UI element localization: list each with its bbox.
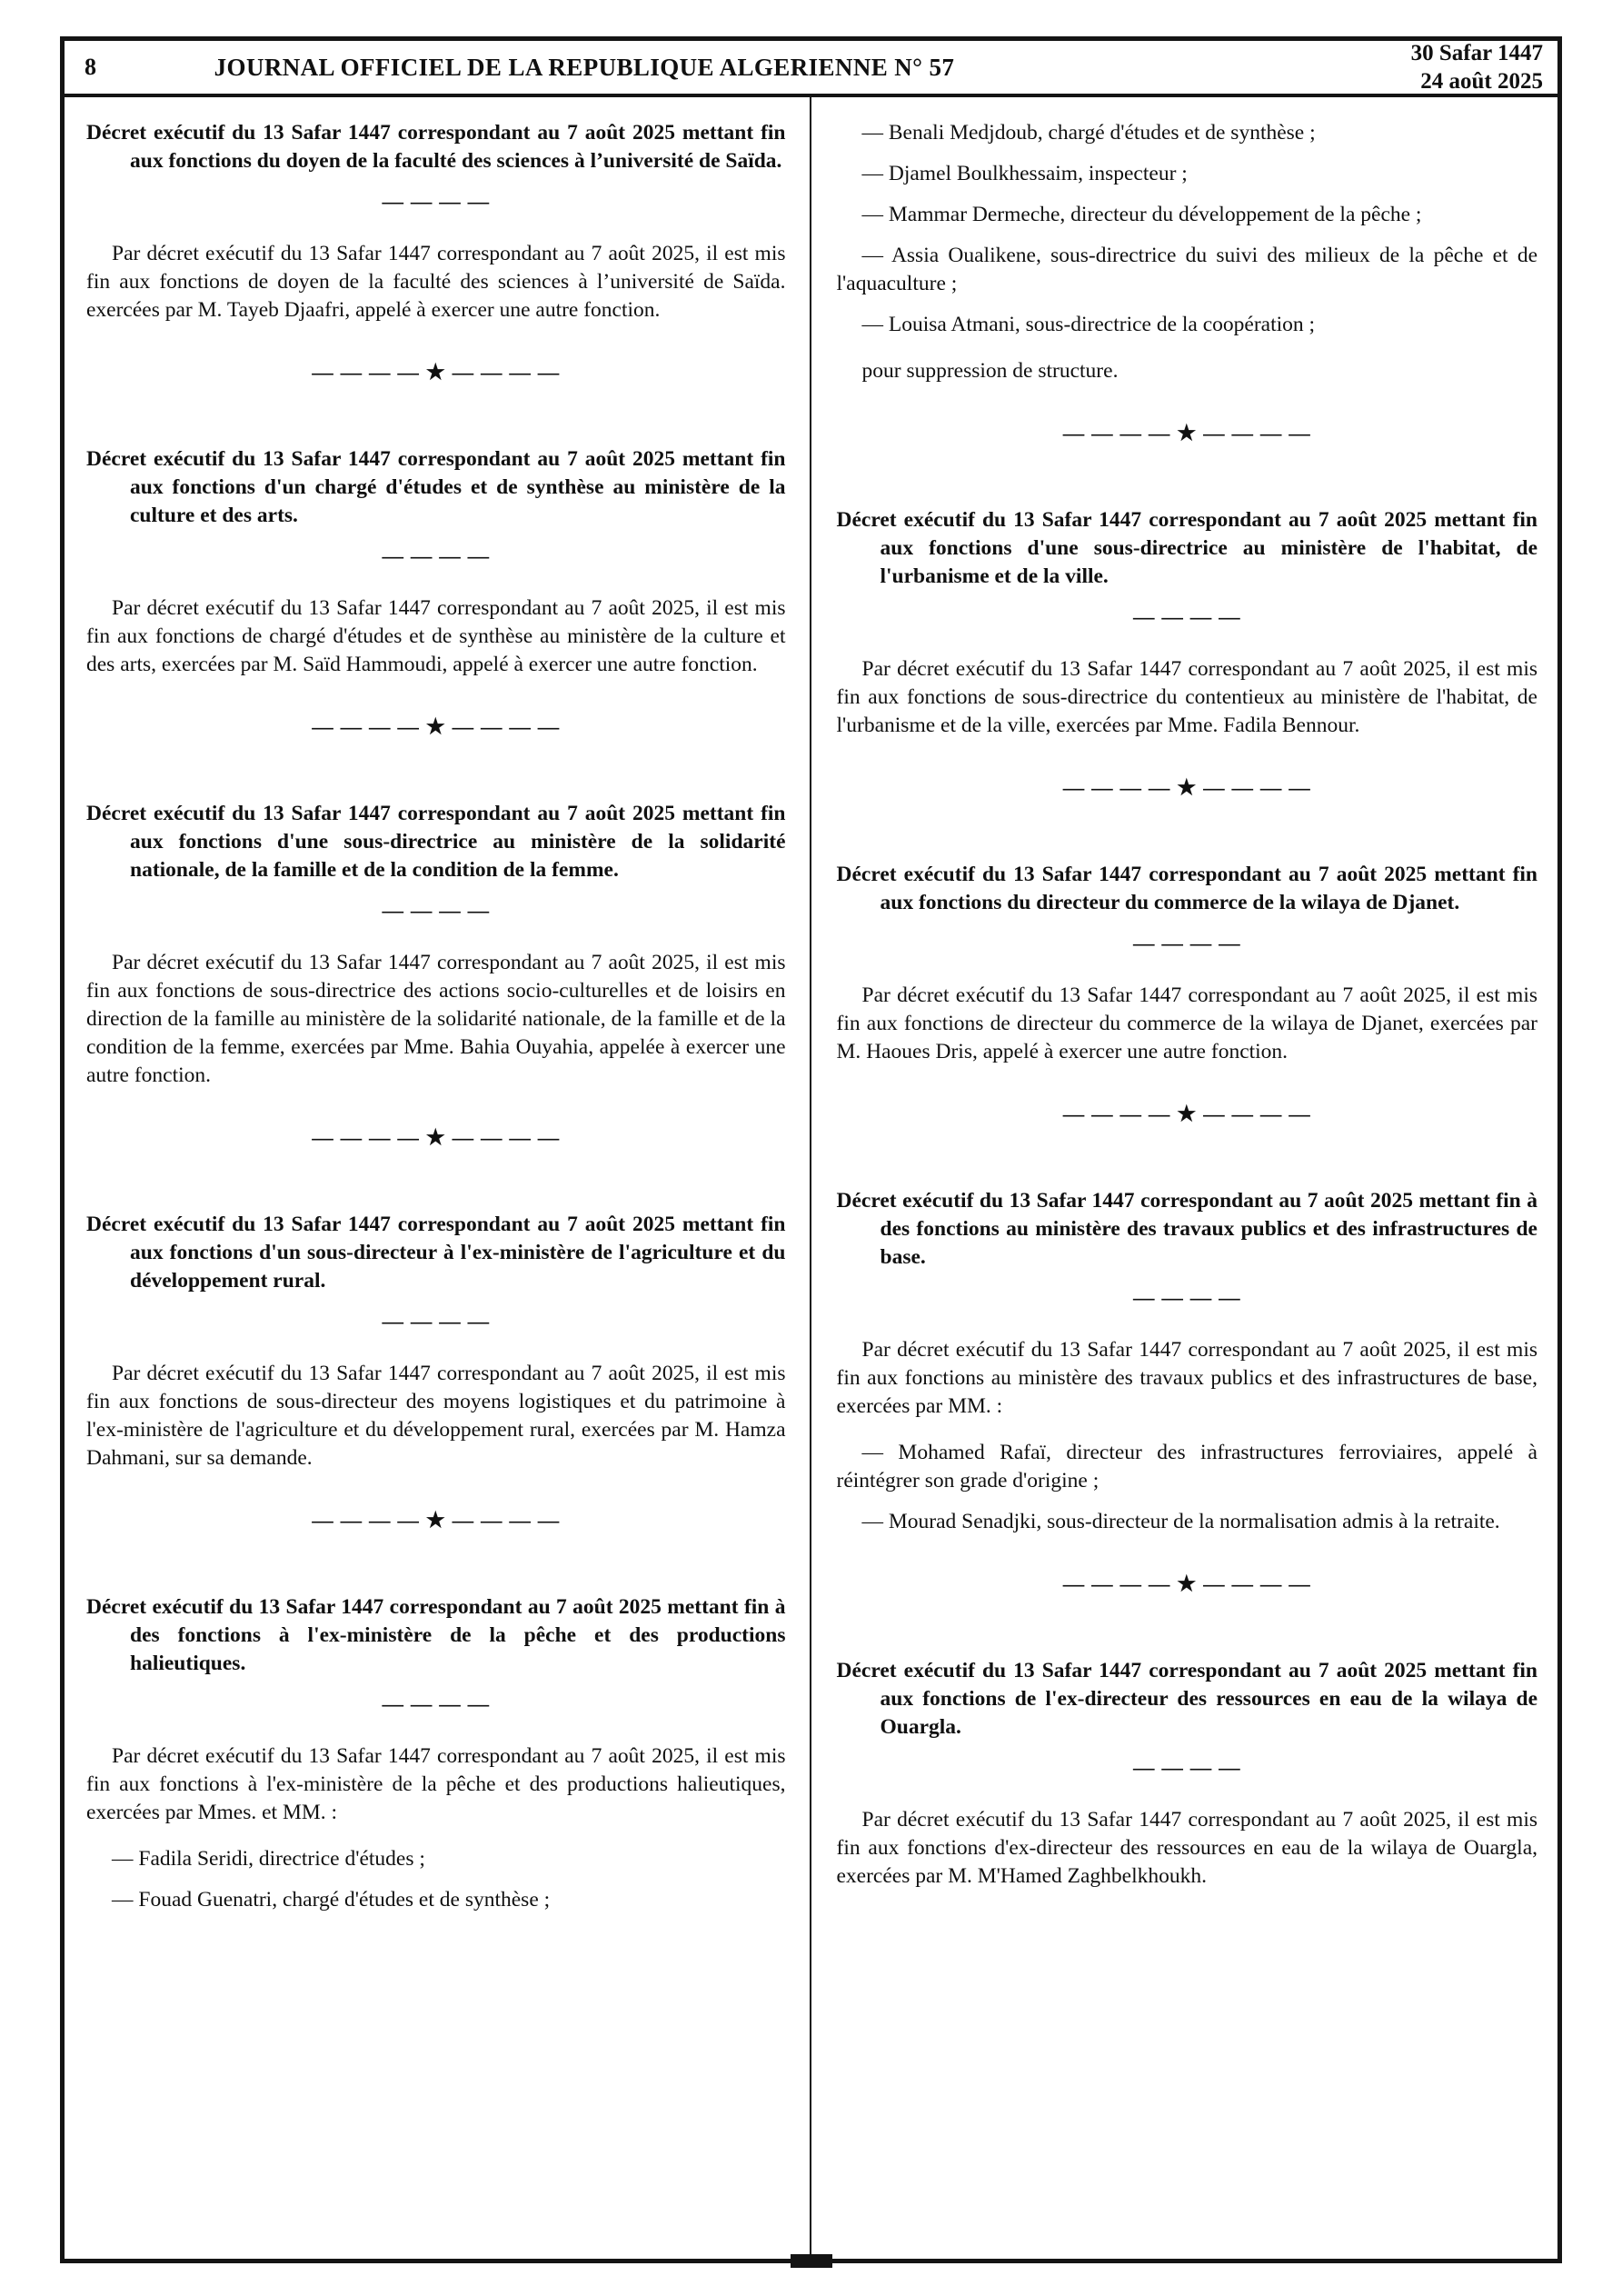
decree-title: Décret exécutif du 13 Safar 1447 correspondant au 7 août 2025 mettant fin aux fonctions du directeur du commerce de la wilaya de Djanet. bbox=[836, 863, 1537, 914]
binding-mark bbox=[791, 2254, 832, 2268]
star-separator: — — — — ★ — — — — bbox=[1062, 1572, 1311, 1596]
content bbox=[65, 97, 1557, 2259]
decree-title: Décret exécutif du 13 Safar 1447 correspondant au 7 août 2025 mettant fin aux fonctions d'une sous-directrice au ministère de l'habitat, de l'urbanisme et de la ville. bbox=[836, 508, 1537, 588]
dash-separator: — — — — bbox=[382, 190, 491, 214]
decree-paragraph: Par décret exécutif du 13 Safar 1447 correspondant au 7 août 2025, il est mis fin aux fonctions de chargé d'études et de synthèse au ministère de la culture et des arts, exercées par M. Saïd Hammoudi, appelé à exercer une autre fonction. bbox=[86, 596, 786, 676]
star-separator: — — — — ★ — — — — bbox=[312, 361, 561, 384]
dash-separator: — — — — bbox=[382, 544, 491, 568]
list-item: — Louisa Atmani, sous-directrice de la coopération ; bbox=[861, 313, 1316, 336]
list-item: — Djamel Boulkhessaim, inspecteur ; bbox=[861, 162, 1188, 185]
list-item: — Fadila Seridi, directrice d'études ; bbox=[112, 1847, 425, 1871]
decree-paragraph: Par décret exécutif du 13 Safar 1447 correspondant au 7 août 2025, il est mis fin aux fonctions à l'ex-ministère de la pêche et des productions halieutiques, exercées par Mmes. et MM. : bbox=[86, 1744, 786, 1824]
star-separator: — — — — ★ — — — — bbox=[312, 1509, 561, 1532]
decree-paragraph: Par décret exécutif du 13 Safar 1447 correspondant au 7 août 2025, il est mis fin aux fonctions au ministère des travaux publics et des infrastructures de base, exercées par MM. : bbox=[836, 1338, 1537, 1418]
list-item: — Fouad Guenatri, chargé d'études et de synthèse ; bbox=[112, 1888, 551, 1912]
decree-title: Décret exécutif du 13 Safar 1447 correspondant au 7 août 2025 mettant fin aux fonctions d'un chargé d'études et de synthèse au ministère de la culture et des arts. bbox=[86, 447, 786, 527]
decree-paragraph: Par décret exécutif du 13 Safar 1447 correspondant au 7 août 2025, il est mis fin aux fonctions de doyen de la faculté des sciences à l’université de Saïda. exercées par M. Tayeb Djaafri, appelé à exercer une autre fonction. bbox=[86, 242, 786, 322]
decree-paragraph: Par décret exécutif du 13 Safar 1447 correspondant au 7 août 2025, il est mis fin aux fonctions de sous-directrice du contentieux au ministère de l'habitat, de l'urbanisme et de la ville, exercées par Mme. Fadila Bennour. bbox=[836, 657, 1537, 737]
star-separator: — — — — ★ — — — — bbox=[312, 1126, 561, 1150]
decree-paragraph: Par décret exécutif du 13 Safar 1447 correspondant au 7 août 2025, il est mis fin aux fonctions d'ex-directeur des ressources en eau de la wilaya de Ouargla, exercées par M. M'Hamed Zaghbelkhoukh. bbox=[836, 1808, 1537, 1888]
decree-title: Décret exécutif du 13 Safar 1447 correspondant au 7 août 2025 mettant fin aux fonctions de l'ex-directeur des ressources en eau de la wilaya de Ouargla. bbox=[836, 1659, 1537, 1739]
dash-separator: — — — — bbox=[1132, 1756, 1241, 1780]
decree-title: Décret exécutif du 13 Safar 1447 correspondant au 7 août 2025 mettant fin à des fonctions au ministère des travaux publics et des infrastructures de base. bbox=[836, 1189, 1537, 1269]
star-separator: — — — — ★ — — — — bbox=[312, 715, 561, 739]
dash-separator: — — — — bbox=[382, 899, 491, 923]
list-item: — Mammar Dermeche, directeur du développement de la pêche ; bbox=[861, 203, 1422, 226]
decree-title: Décret exécutif du 13 Safar 1447 correspondant au 7 août 2025 mettant fin aux fonctions du doyen de la faculté des sciences à l’université de Saïda. bbox=[86, 121, 786, 173]
page-header bbox=[65, 41, 1557, 97]
decree-paragraph: Par décret exécutif du 13 Safar 1447 correspondant au 7 août 2025, il est mis fin aux fonctions de sous-directeur des moyens logistiques et du patrimoine à l'ex-ministère de l'agriculture et du développement rural, exercées par M. Hamza Dahmani, sur sa demande. bbox=[86, 1362, 786, 1470]
decree-title: Décret exécutif du 13 Safar 1447 correspondant au 7 août 2025 mettant fin à des fonctions à l'ex-ministère de la pêche et des productions halieutiques. bbox=[86, 1595, 786, 1675]
star-separator: — — — — ★ — — — — bbox=[1062, 776, 1311, 800]
page-frame bbox=[60, 36, 1562, 2263]
dash-separator: — — — — bbox=[382, 1310, 491, 1333]
list-item: — Benali Medjdoub, chargé d'études et de synthèse ; bbox=[861, 121, 1316, 145]
date-gregorian: 24 août 2025 bbox=[1420, 69, 1543, 94]
decree-title: Décret exécutif du 13 Safar 1447 correspondant au 7 août 2025 mettant fin aux fonctions d'une sous-directrice au ministère de la solidarité nationale, de la famille et de la condition de la femme. bbox=[86, 802, 786, 882]
dash-separator: — — — — bbox=[1132, 932, 1241, 955]
decree-paragraph: Par décret exécutif du 13 Safar 1447 correspondant au 7 août 2025, il est mis fin aux fonctions de directeur du commerce de la wilaya de Djanet, exercées par M. Haoues Dris, appelé à exercer une autre fonction. bbox=[836, 983, 1537, 1063]
list-item: — Assia Oualikene, sous-directrice du suivi des milieux de la pêche et de l'aquaculture ; bbox=[836, 244, 1537, 295]
date-block bbox=[1343, 39, 1557, 95]
page-number: 8 bbox=[85, 54, 96, 80]
list-item: — Mohamed Rafaï, directeur des infrastructures ferroviaires, appelé à réintégrer son grade d'origine ; bbox=[836, 1441, 1537, 1492]
journal-title: JOURNAL OFFICIEL DE LA REPUBLIQUE ALGERIENNE N° 57 bbox=[214, 53, 955, 81]
decree-paragraph: pour suppression de structure. bbox=[861, 359, 1119, 383]
star-separator: — — — — ★ — — — — bbox=[1062, 1103, 1311, 1126]
decree-paragraph: Par décret exécutif du 13 Safar 1447 correspondant au 7 août 2025, il est mis fin aux fonctions de sous-directrice des actions socio-culturelles et de loisirs en direction de la famille au ministère de la solidarité nationale, de la famille et de la condition de la femme, exercées par Mme. Bahia Ouyahia, appelée à exercer une autre fonction. bbox=[86, 951, 786, 1087]
dash-separator: — — — — bbox=[1132, 605, 1241, 629]
dash-separator: — — — — bbox=[1132, 1286, 1241, 1310]
date-hijri: 30 Safar 1447 bbox=[1410, 41, 1543, 65]
column-right bbox=[811, 97, 1558, 2259]
dash-separator: — — — — bbox=[382, 1692, 491, 1716]
column-left bbox=[65, 97, 811, 2259]
star-separator: — — — — ★ — — — — bbox=[1062, 422, 1311, 445]
list-item: — Mourad Senadjki, sous-directeur de la normalisation admis à la retraite. bbox=[861, 1510, 1500, 1533]
decree-title: Décret exécutif du 13 Safar 1447 correspondant au 7 août 2025 mettant fin aux fonctions d'un sous-directeur à l'ex-ministère de l'agriculture et du développement rural. bbox=[86, 1213, 786, 1293]
